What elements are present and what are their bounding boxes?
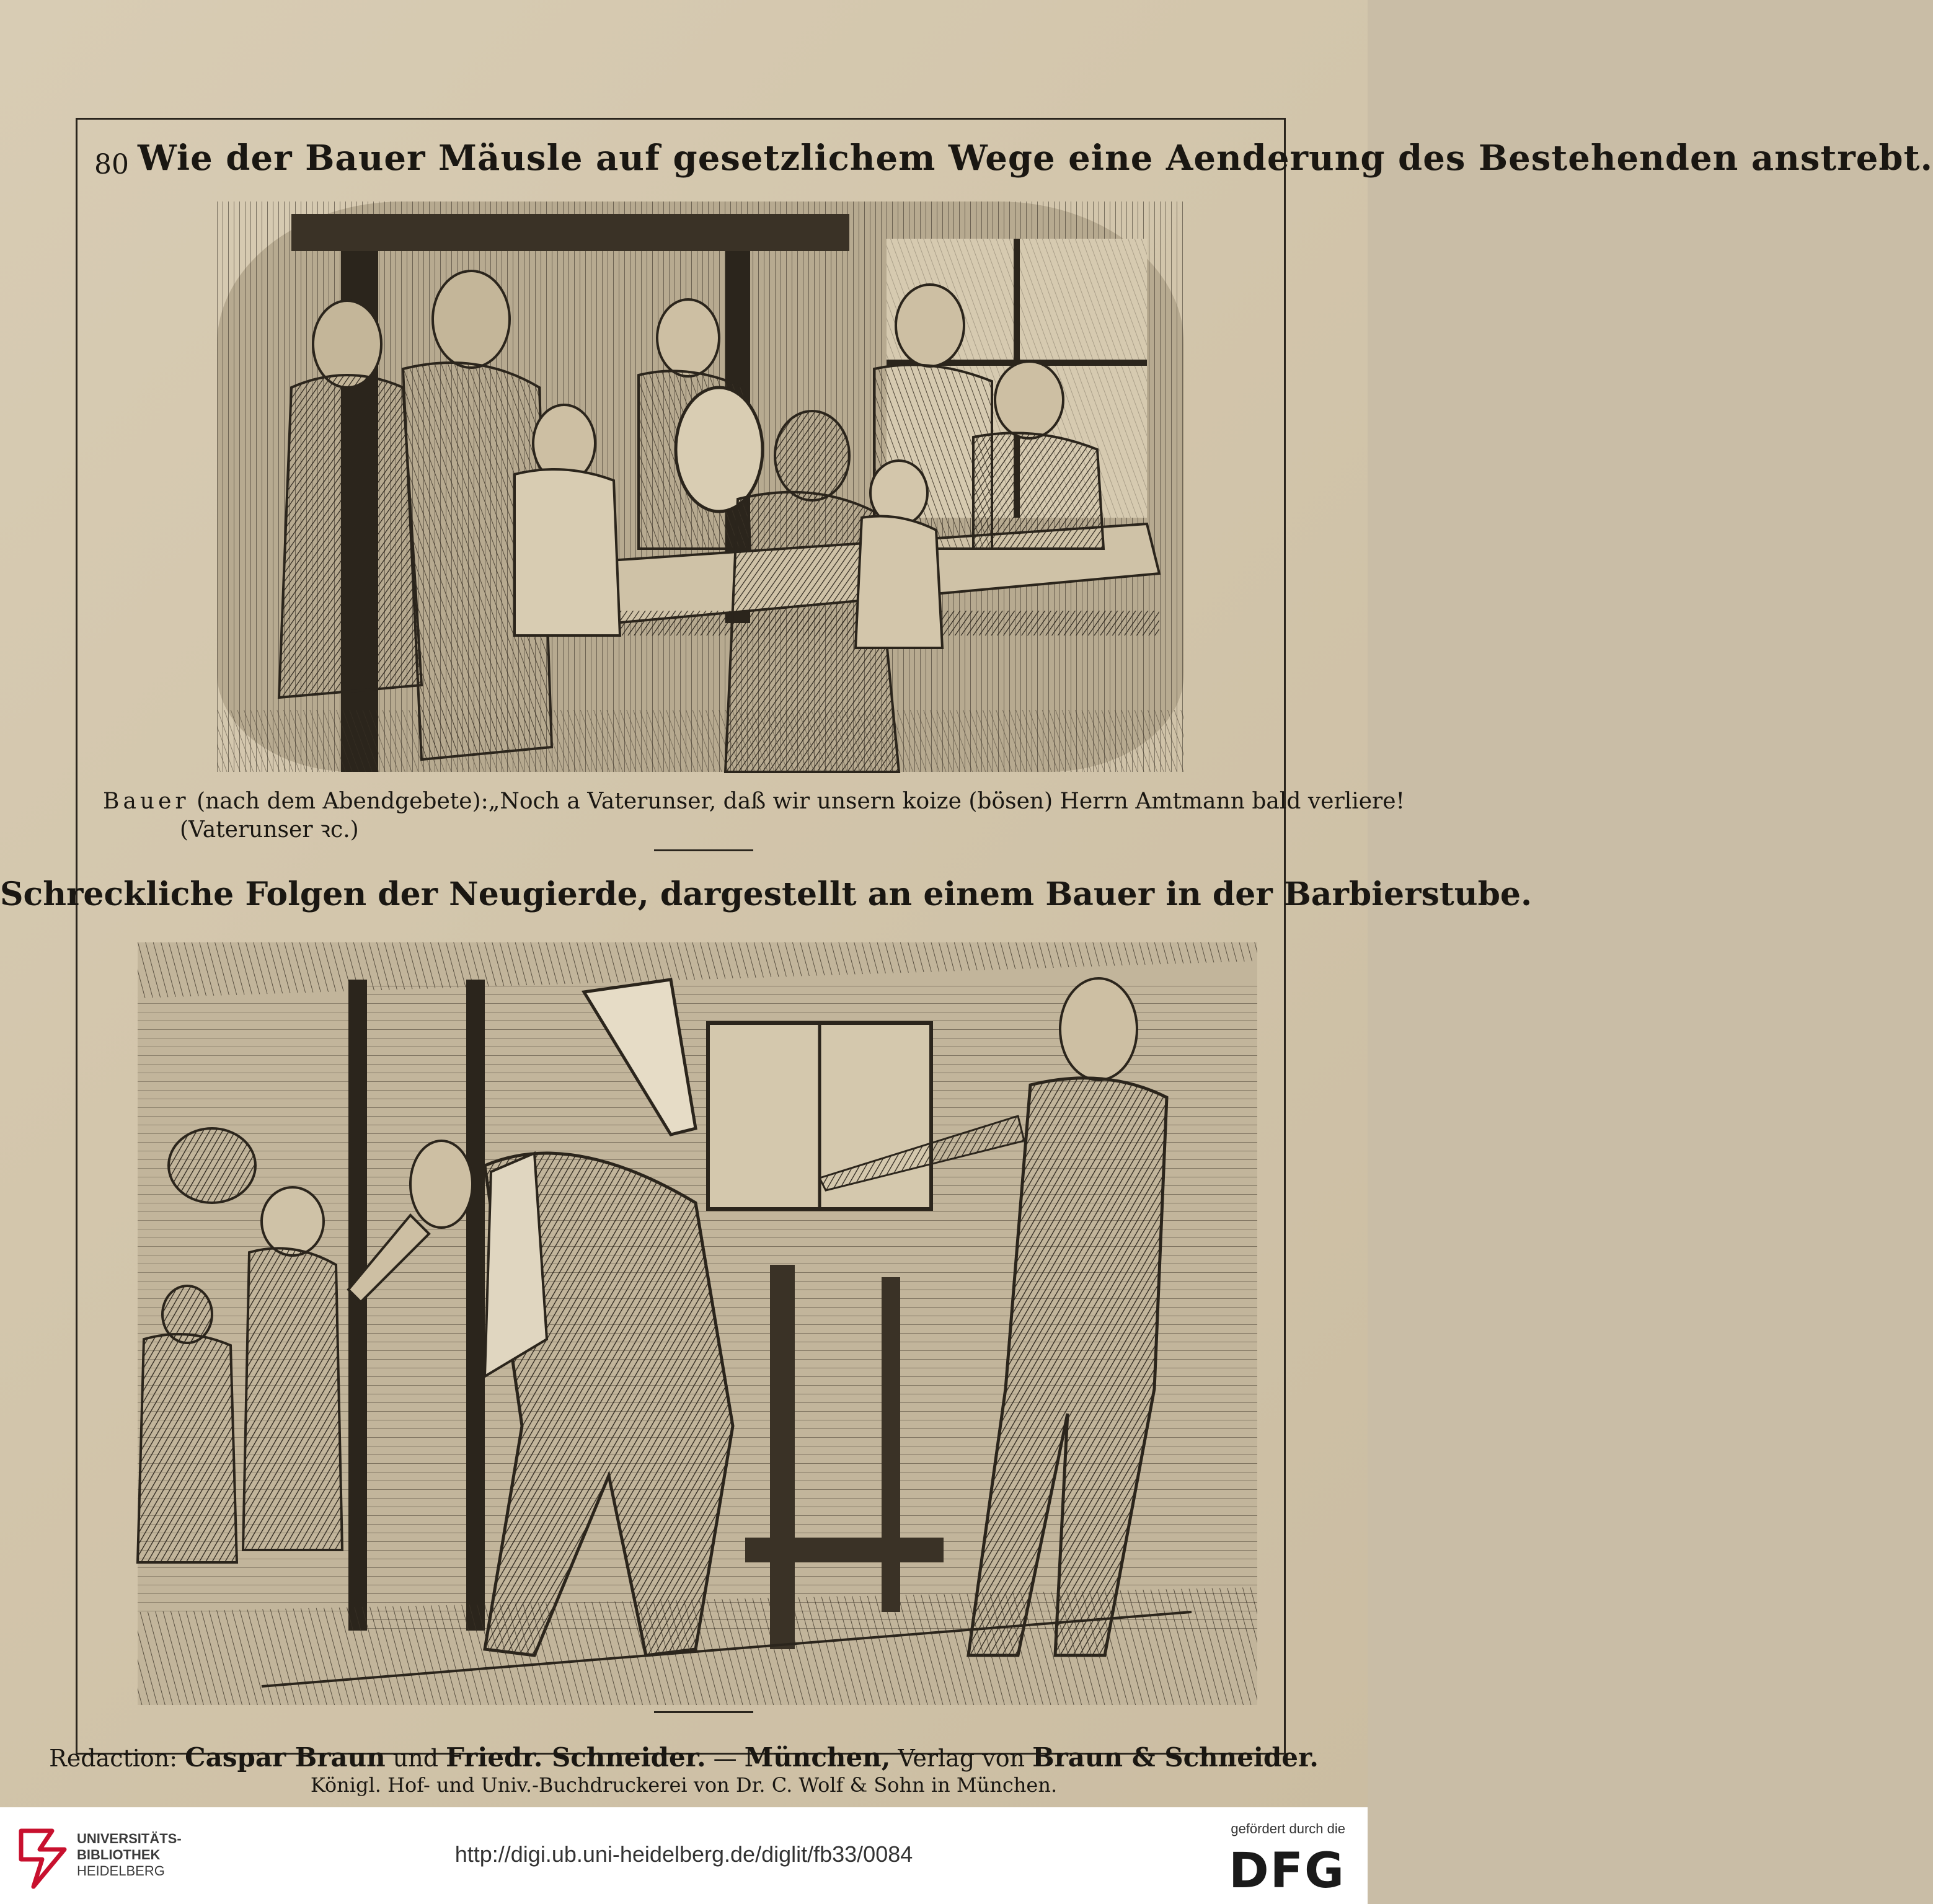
redaction-label: Redaction: — [49, 1745, 178, 1772]
imprint-city: München, — [744, 1742, 891, 1773]
library-line-3: HEIDELBERG — [77, 1863, 165, 1879]
dfg-logo: DFG — [1228, 1843, 1345, 1899]
engraving-family-scene — [217, 201, 1184, 772]
imprint-line-1 — [0, 1743, 1368, 1773]
imprint-and: und — [392, 1745, 439, 1772]
imprint-printer: Königl. Hof- und Univ.-Buchdruckerei von Dr. C. Wolf & Sohn in München. — [310, 1773, 1058, 1797]
library-line-2: BIBLIOTHEK — [77, 1847, 161, 1862]
section-divider — [654, 849, 753, 851]
editor-2: Friedr. Schneider. — [446, 1742, 706, 1773]
caption-line-1 — [103, 787, 1405, 816]
editor-1: Caspar Braun — [185, 1742, 386, 1773]
permalink-url[interactable]: http://digi.ub.uni-heidelberg.de/diglit/fb33/0084 — [454, 1841, 913, 1867]
caption-speaker-group — [103, 787, 489, 816]
illustration-family-prayer — [217, 201, 1184, 772]
caption-quote: „Noch a Vaterunser, daß wir unsern koize (bösen) Herrn Amtmann bald verliere! — [488, 789, 1405, 814]
imprint — [0, 1743, 1368, 1797]
caption-continuation: (Vaterunser ꝛc.) — [180, 817, 359, 843]
publisher-name: Braun & Schneider. — [1032, 1742, 1319, 1773]
section-divider-bottom — [654, 1711, 753, 1713]
page-number: 80 — [94, 149, 129, 180]
illustration-barber-shop — [138, 942, 1257, 1705]
caption-speaker: Bauer — [103, 789, 190, 814]
digitization-footer — [0, 1807, 1368, 1904]
imprint-dash: — — [713, 1745, 737, 1772]
library-line-1: UNIVERSITÄTS- — [77, 1831, 182, 1846]
publisher-label: Verlag von — [898, 1745, 1025, 1772]
caption-context: (nach dem Abendgebete): — [197, 789, 489, 814]
cartoon-title-2: Schreckliche Folgen der Neugierde, dargestellt an einem Bauer in der Barbierstube. — [0, 875, 1533, 913]
cartoon-caption-1 — [103, 787, 1405, 844]
funding-label: gefördert durch die — [1231, 1821, 1345, 1836]
engraving-barber-scene — [138, 942, 1257, 1705]
cartoon-title-1: Wie der Bauer Mäusle auf gesetzlichem Wege eine Aenderung des Bestehenden anstrebt. — [138, 138, 1933, 179]
